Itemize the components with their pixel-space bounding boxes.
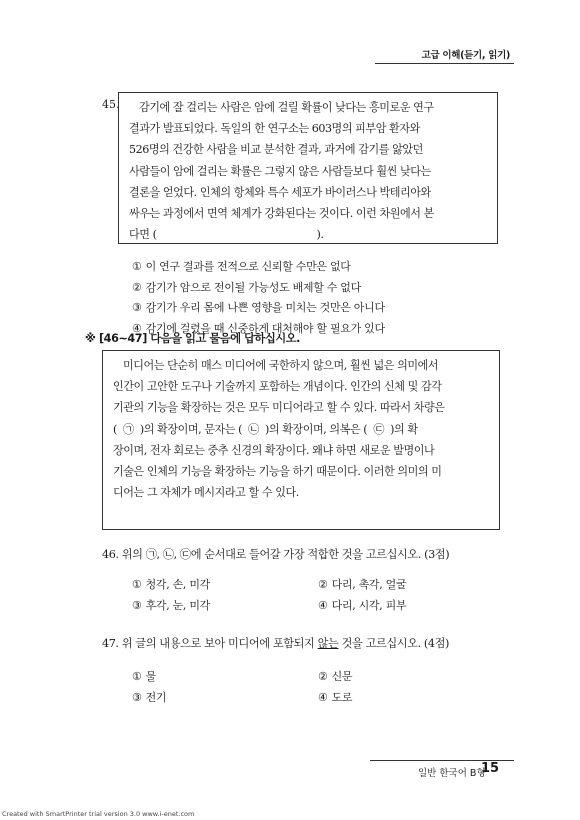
option-marker: ①	[132, 578, 142, 591]
option-marker: ③	[132, 301, 142, 314]
option-text: 도로	[331, 691, 353, 704]
option-marker: ①	[132, 260, 142, 273]
q45-passage-line: 감기에 잘 걸리는 사람은 암에 걸릴 확률이 낮다는 흥미로운 연구	[139, 101, 434, 114]
option-text: 청각, 손, 미각	[145, 578, 210, 591]
option-text: 이 연구 결과를 전적으로 신뢰할 수만은 없다	[145, 260, 351, 273]
option-marker: ②	[318, 670, 328, 683]
passage2-line: 기술은 인체의 기능을 확장하는 기능을 하기 때문이다. 이러한 의미의 미	[113, 465, 442, 479]
printer-credit: Created with SmartPrinter trial version 3.0 www.i-enet.com	[2, 810, 195, 818]
q47-option-1[interactable]	[132, 668, 156, 684]
q46-47-passage-box	[102, 350, 500, 530]
q46-stem: 46. 위의 ㉠, ㉡, ㉢에 순서대로 들어갈 가장 적합한 것을 고르십시오. (3점)	[102, 548, 450, 561]
q47-stem-underlined: 않는	[317, 637, 339, 650]
option-marker: ③	[132, 599, 142, 612]
q45-passage-box	[118, 92, 498, 244]
footer-label: 일반 한국어 B형	[418, 768, 486, 779]
q45-passage-line: 526명의 건강한 사람을 비교 분석한 결과, 과거에 감기를 앓았던	[129, 143, 423, 157]
passage2-line: 미디어는 단순히 매스 미디어에 국한하지 않으며, 훨씬 넓은 의미에서	[123, 359, 439, 372]
running-header: 고급 이해(듣기, 읽기)	[421, 50, 510, 61]
page-number: 15	[481, 761, 500, 776]
q46-option-4[interactable]	[318, 597, 406, 613]
q46-option-1[interactable]	[132, 576, 210, 592]
option-text: 물	[145, 670, 156, 683]
option-marker: ④	[318, 599, 328, 612]
option-text: 감기에 걸렸을 때 신중하게 대처해야 할 필요가 있다	[145, 322, 385, 335]
option-text: 다리, 촉각, 얼굴	[331, 578, 407, 591]
option-text: 신문	[331, 670, 353, 683]
q45-passage-line: 결론을 얻었다. 인체의 항체와 특수 세포가 바이러스나 박테리아와	[129, 185, 431, 199]
option-marker: ②	[318, 578, 328, 591]
option-marker: ②	[132, 281, 142, 294]
option-text: 감기가 우리 몸에 나쁜 영향을 미치는 것만은 아니다	[145, 301, 385, 314]
q47-option-4[interactable]	[318, 689, 352, 705]
section-instruction: ※ [46~47] 다음을 읽고 물음에 답하십시오.	[85, 332, 301, 345]
option-marker: ④	[132, 322, 142, 335]
q47-option-2[interactable]	[318, 668, 352, 684]
q45-option-3[interactable]	[132, 299, 385, 315]
option-text: 다리, 시각, 피부	[331, 599, 407, 612]
q45-number: 45.	[102, 98, 120, 111]
q46-option-3[interactable]	[132, 597, 210, 613]
q47-option-3[interactable]	[132, 689, 166, 705]
q45-passage-line: 싸우는 과정에서 면역 체계가 강화된다는 것이다. 이런 차원에서 본	[129, 207, 434, 221]
q45-passage-line: 결과가 발표되었다. 독일의 한 연구소는 603명의 피부암 환자와	[129, 122, 420, 136]
passage2-line: 디어는 그 자체가 메시지라고 할 수 있다.	[113, 486, 299, 500]
q45-passage-line: 사람들이 암에 걸리는 확률은 그렇지 않은 사람들보다 훨씬 낮다는	[129, 164, 431, 178]
passage2-line: 장이며, 전자 회로는 중추 신경의 확장이다. 왜냐 하면 새로운 발명이나	[113, 443, 435, 457]
passage2-line: 기관의 기능을 확장하는 것은 모두 미디어라고 할 수 있다. 따라서 차량은	[113, 401, 445, 415]
header-rule	[375, 63, 514, 64]
option-marker: ①	[132, 670, 142, 683]
option-text: 후각, 눈, 미각	[145, 599, 210, 612]
option-marker: ④	[318, 691, 328, 704]
q47-stem-start: 47. 위 글의 내용으로 보아 미디어에 포함되지	[102, 637, 318, 650]
option-text: 감기가 암으로 전이될 가능성도 배제할 수 없다	[145, 281, 361, 294]
q45-passage-line: 다면 ( ).	[129, 228, 324, 242]
q45-option-2[interactable]	[132, 279, 361, 295]
passage2-line: 인간이 고안한 도구나 기술까지 포함하는 개념이다. 인간의 신체 및 감각	[113, 380, 442, 394]
q46-option-2[interactable]	[318, 576, 406, 592]
option-text: 전기	[145, 691, 167, 704]
passage2-line: ( ㉠ )의 확장이며, 문자는 ( ㉡ )의 확장이며, 의복은 ( ㉢ )의 확	[113, 422, 418, 436]
q47-stem	[102, 635, 449, 651]
option-marker: ③	[132, 691, 142, 704]
q45-option-1[interactable]	[132, 258, 351, 274]
q47-stem-end: 것을 고르십시오. (4점)	[338, 637, 449, 650]
